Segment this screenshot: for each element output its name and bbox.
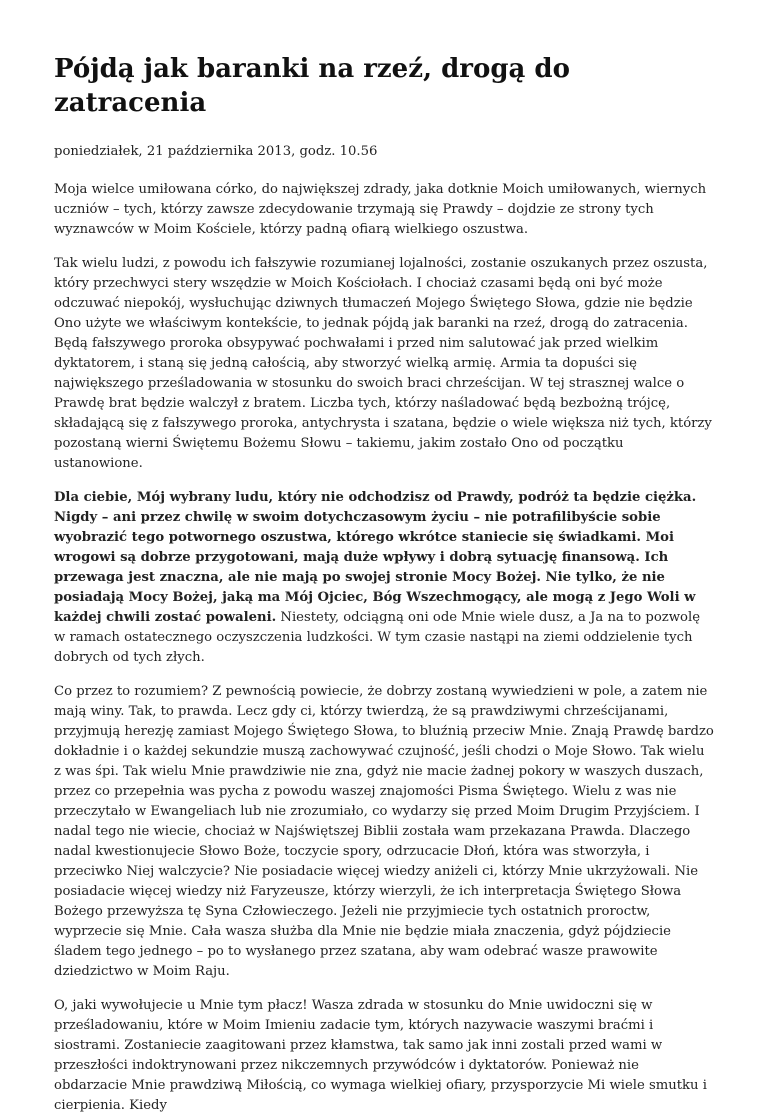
paragraph-3 <box>54 488 714 668</box>
paragraph-3-bold: Dla ciebie, Mój wybrany ludu, który nie odchodzisz od Prawdy, podróż ta będzie ciężka. Nigdy – ani przez chwilę w swoim dotychczasowym życiu – nie potrafilibyście sobie wyobrazić tego potwornego oszustwa, którego wkrótce staniecie się świadkami. Moi wrogowi są dobrze przygotowani, mają duże wpływy i dobrą sytuację finansową. Ich przewaga jest znaczna, ale nie mają po swojej stronie Mocy Bożej. Nie tylko, że nie posiadają Mocy Bożej, jaką ma Mój Ojciec, Bóg Wszechmogący, ale mogą z Jego Woli w każdej chwili zostać powaleni. <box>54 490 697 625</box>
article-date: poniedziałek, 21 października 2013, godz. 10.56 <box>54 144 378 159</box>
paragraph-1: Moja wielce umiłowana córko, do największej zdrady, jaka dotknie Moich umiłowanych, wiernych uczniów – tych, którzy zawsze zdecydowanie trzymają się Prawdy – dojdzie ze strony tych wyznawców w Moim Kościele, którzy padną ofiarą wielkiego oszustwa. <box>54 182 707 237</box>
paragraph-2: Tak wielu ludzi, z powodu ich fałszywie rozumianej lojalności, zostanie oszukanych przez oszusta, który przechwyci stery wszędzie w Moich Kościołach. I chociaż czasami będą oni być może odczuwać niepokój, wysłuchując dziwnych tłumaczeń Mojego Świętego Słowa, gdzie nie będzie Ono użyte we właściwym kontekście, to jednak pójdą jak baranki na rzeź, drogą do zatracenia. Będą fałszywego proroka obsypywać pochwałami i przed nim salutować jak przed wielkim dyktatorem, i staną się jedną całością, aby stworzyć wielką armię. Armia ta dopuści się największego prześladowania w stosunku do swoich braci chrześcijan. W tej strasznej walce o Prawdę brat będzie walczył z bratem. Liczba tych, którzy naśladować będą bezbożną trójcę, składającą się z fałszywego proroka, antychrysta i szatana, będzie o wiele większa niż tych, którzy pozostaną wierni Świętemu Bożemu Słowu – takiemu, jakim zostało Ono od początku ustanowione. <box>54 256 712 471</box>
paragraph-4: Co przez to rozumiem? Z pewnością powiecie, że dobrzy zostaną wywiedzieni w pole, a zatem nie mają winy. Tak, to prawda. Lecz gdy ci, którzy twierdzą, że są prawdziwymi chrześcijanami, przyjmują herezję zamiast Mojego Świętego Słowa, to bluźnią przeciw Mnie. Znają Prawdę bardzo dokładnie i o każdej sekundzie muszą zachowywać czujność, jeśli chodzi o Moje Słowo. Tak wielu z was śpi. Tak wielu Mnie prawdziwie nie zna, gdyż nie macie żadnej pokory w waszych duszach, przez co przepełnia was pycha z powodu waszej znajomości Pisma Świętego. Wielu z was nie przeczytało w Ewangeliach lub nie zrozumiało, co wydarzy się przed Moim Drugim Przyjściem. I nadal tego nie wiecie, chociaż w Najświętszej Biblii została wam przekazana Prawda. Dlaczego nadal kwestionujecie Słowo Boże, toczycie spory, odrzucacie Dłoń, która was stworzyła, i przeciwko Niej walczycie? Nie posiadacie więcej wiedzy aniżeli ci, którzy Mnie ukrzyżowali. Nie posiadacie więcej wiedzy niż Faryzeusze, którzy wierzyli, że ich interpretacja Świętego Słowa Bożego przewyższa tę Syna Człowieczego. Jeżeli nie przyjmiecie tych ostatnich proroctw, wyprzecie się Mnie. Cała wasza służba dla Mnie nie będzie miała znaczenia, gdyż pójdziecie śladem tego jednego – po to wysłanego przez szatana, aby wam odebrać wasze prawowite dziedzictwo w Moim Raju. <box>54 684 714 979</box>
paragraph-5: O, jaki wywołujecie u Mnie tym płacz! Wasza zdrada w stosunku do Mnie uwidoczni się w prześladowaniu, które w Moim Imieniu zadacie tym, których nazywacie waszymi braćmi i siostrami. Zostaniecie zaagitowani przez kłamstwa, tak samo jak inni zostali przed wami w przeszłości indoktrynowani przez nikczemnych przywódców i dyktatorów. Ponieważ nie obdarzacie Mnie prawdziwą Miłością, co wymaga wielkiej ofiary, przysporzycie Mi wiele smutku i cierpienia. Kiedy <box>54 998 707 1113</box>
article-title: Pójdą jak baranki na rzeź, drogą do zatracenia <box>54 54 570 118</box>
paragraph-3-rest: Niestety, odciągną oni ode Mnie wiele dusz, a Ja na to pozwolę w ramach ostatecznego oczyszczenia ludzkości. W tym czasie nastąpi na ziemi oddzielenie tych dobrych od tych złych. <box>54 610 701 665</box>
